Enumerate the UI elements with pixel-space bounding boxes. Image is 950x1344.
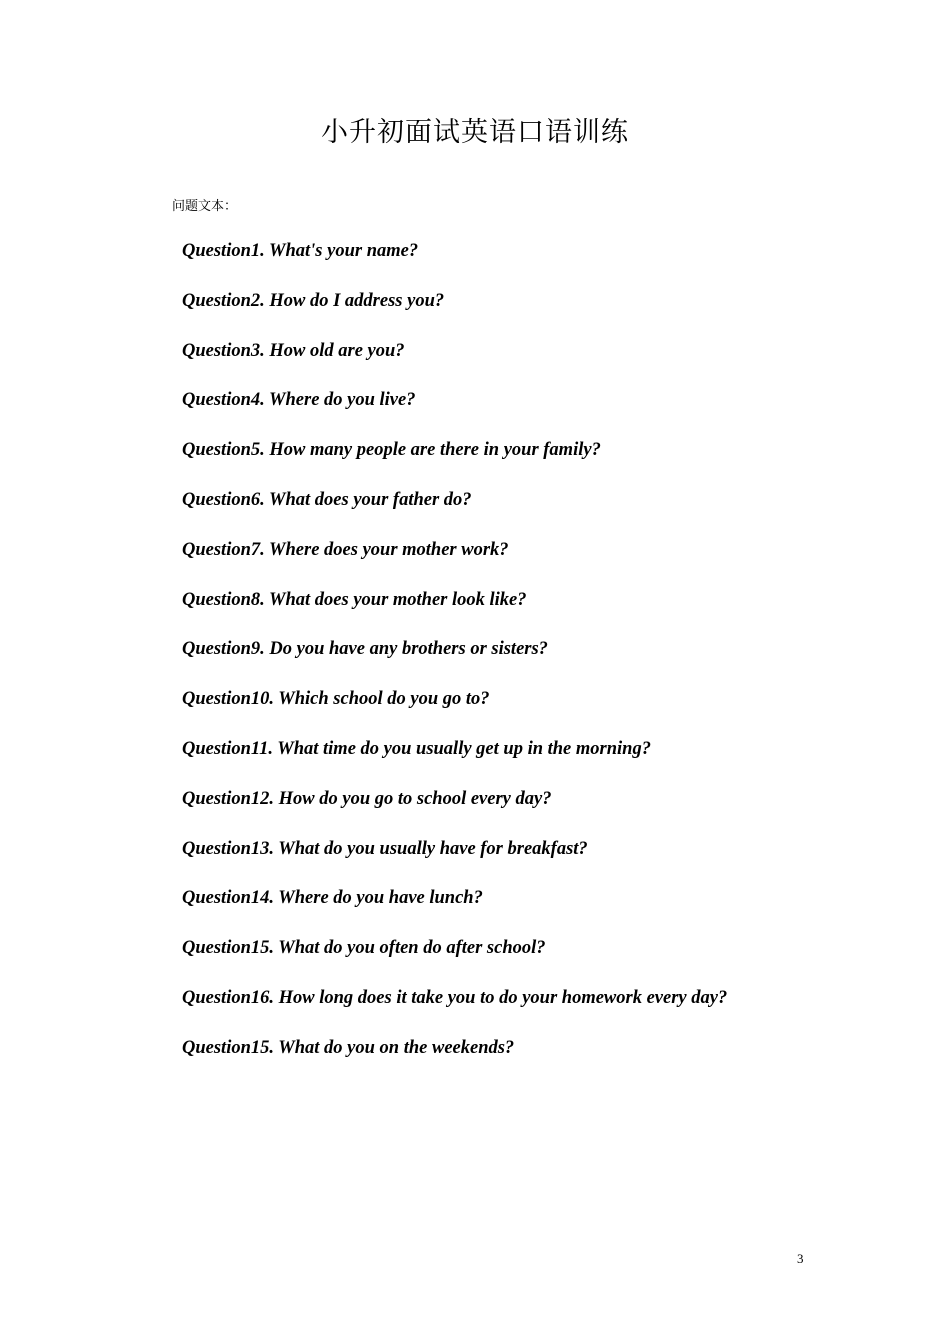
question-list: [182, 238, 727, 1085]
question-item: Question16. How long does it take you to do your homework every day?: [182, 987, 728, 1008]
question-item: Question1. What's your name?: [182, 241, 419, 261]
page-title: 小升初面试英语口语训练: [321, 117, 629, 147]
question-item: Question15. What do you often do after school?: [182, 938, 546, 959]
question-item: Question6. What does your father do?: [182, 489, 472, 510]
question-item: Question3. How old are you?: [182, 340, 405, 361]
question-item: Question2. How do I address you?: [182, 290, 445, 311]
question-item: Question13. What do you usually have for breakfast?: [182, 838, 588, 859]
question-item: Question10. Which school do you go to?: [182, 689, 490, 710]
page-number: 3: [797, 1251, 804, 1266]
question-item: Question5. How many people are there in your family?: [182, 440, 601, 461]
section-label: 问题文本：: [172, 198, 238, 213]
question-item: Question4. Where do you live?: [182, 390, 416, 411]
question-item: Question9. Do you have any brothers or sisters?: [182, 639, 548, 660]
question-item: Question7. Where does your mother work?: [182, 539, 509, 560]
question-item: Question15. What do you on the weekends?: [182, 1037, 515, 1058]
question-item: Question8. What does your mother look like?: [182, 589, 527, 610]
question-item: Question11. What time do you usually get up in the morning?: [182, 738, 651, 759]
question-item: Question12. How do you go to school every day?: [182, 788, 552, 809]
question-item: Question14. Where do you have lunch?: [182, 888, 483, 909]
